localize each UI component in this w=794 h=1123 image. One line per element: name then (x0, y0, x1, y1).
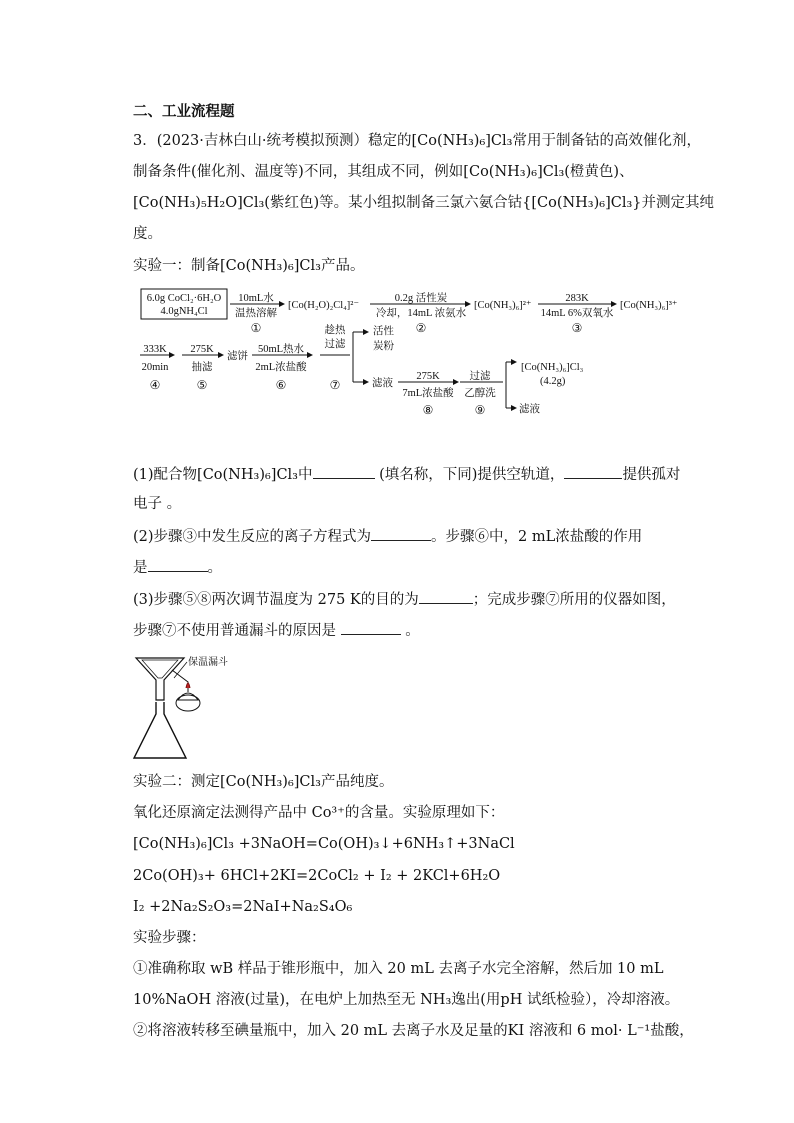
q3-text-a: (3)步骤⑤⑧两次调节温度为 275 K的目的为 (133, 592, 419, 608)
q2-blank-2 (148, 556, 208, 572)
arrow8-bottom-label: 7mL浓盐酸 (402, 388, 454, 399)
arrow7-top-label-1: 趁热 (324, 325, 346, 336)
arrow5-top-label: 275K (190, 344, 214, 355)
question-2-line-1 (133, 525, 642, 547)
start-material-cocl2: 6.0g CoCl₂·6H₂O (146, 293, 222, 304)
section-title: 二、工业流程题 (133, 104, 235, 120)
step-1-marker: ① (250, 321, 262, 335)
arrow9-bottom-label: 乙醇洗 (464, 388, 496, 399)
funnel-inner-wall (142, 660, 178, 678)
q1-blank-2 (564, 463, 622, 479)
q2-text-d: 。 (207, 560, 222, 576)
q1-text-c: 提供孤对 (622, 467, 681, 483)
insulated-funnel-label: 保温漏斗 (188, 657, 228, 668)
activated-carbon-label-1: 活性 (373, 326, 394, 337)
q3-text-d: 。 (400, 623, 420, 639)
burner-base (176, 695, 200, 711)
intermediate-cobalt-iii-ammine: [Co(NH₃)₆]³⁺ (620, 300, 678, 311)
step-1-line-1: ①准确称取 wB 样品于锥形瓶中，加入 20 mL 去离子水完全溶解，然后加 10 mL (133, 961, 664, 977)
q3-blank-2 (341, 619, 401, 635)
arrow3-top-label: 283K (565, 293, 589, 304)
step-2-line-1: ②将溶液转移至碘量瓶中，加入 20 mL 去离子水及足量的KI 溶液和 6 mol· L⁻¹盐酸， (133, 1023, 694, 1039)
step-1-line-2: 10%NaOH 溶液(过量)，在电炉上加热至无 NH₃逸出(用pH 试纸检验），冷却溶液。 (133, 992, 680, 1008)
q1-blank-1 (313, 463, 375, 479)
activated-carbon-label-2: 炭粉 (373, 341, 394, 352)
q3-blank-1 (419, 588, 473, 604)
step-2-marker: ② (415, 321, 427, 335)
final-product-mass: (4.2g) (540, 376, 566, 387)
equation-1: [Co(NH₃)₆]Cl₃ +3NaOH=Co(OH)₃↓+6NH₃↑+3NaCl (133, 836, 515, 852)
funnel-side-arm (172, 670, 188, 692)
intermediate-cobalt-chloro-complex: [Co(H₂O)₂Cl₄]²⁻ (288, 300, 359, 311)
arrow2-top-label: 0.2g 活性炭 (394, 293, 448, 304)
synthesis-flowchart (138, 284, 698, 424)
experiment2-title: 实验二：测定[Co(NH₃)₆]Cl₃产品纯度。 (133, 774, 394, 790)
q3-text-c: 步骤⑦不使用普通漏斗的原因是 (133, 623, 341, 639)
arrow2-bottom-label: 冷却，14mL 浓氨水 (375, 308, 467, 319)
equation-3: I₂ +2Na₂S₂O₃=2NaI+Na₂S₄O₆ (133, 899, 353, 915)
step-3-marker: ③ (571, 321, 583, 335)
arrow5-bottom-label: 抽滤 (191, 362, 213, 373)
step-4-marker: ④ (149, 378, 161, 392)
filter-cake-label: 滤饼 (227, 351, 248, 362)
question-3-line-2 (133, 619, 420, 641)
q2-text-b: 。步骤⑥中，2 mL浓盐酸的作用 (431, 529, 643, 545)
question-1-line-2: 电子 。 (133, 496, 182, 512)
experiment1-title: 实验一：制备[Co(NH₃)₆]Cl₃产品。 (133, 258, 365, 274)
arrow4-bottom-label: 20min (141, 362, 169, 373)
step-9-marker: ⑨ (474, 403, 486, 417)
step-7-marker: ⑦ (329, 378, 341, 392)
q2-blank-1 (371, 525, 431, 541)
q1-text-a: (1)配合物[Co(NH₃)₆]Cl₃中 (133, 467, 313, 483)
arrow1-top-label: 10mL水 (238, 293, 274, 304)
insulated-funnel-apparatus (128, 648, 248, 766)
arrow8-top-label: 275K (416, 371, 440, 382)
final-filtrate-label: 滤液 (519, 404, 540, 415)
question-intro-line-1: 3．(2023·吉林白山·统考模拟预测）稳定的[Co(NH₃)₆]Cl₃常用于制备钴的高效催化剂， (133, 133, 701, 149)
funnel-shape (136, 658, 184, 700)
equation-2: 2Co(OH)₃+ 6HCl+2KI=2CoCl₂ + I₂ + 2KCl+6H₂O (133, 868, 501, 884)
label-leader-line (174, 662, 187, 678)
question-3-line-1 (133, 588, 676, 610)
arrow6-top-label: 50mL热水 (257, 344, 305, 355)
question-intro-line-2: 制备条件(催化剂、温度等)不同，其组成不同，例如[Co(NH₃)₆]Cl₃(橙黄色)、 (133, 164, 634, 180)
burner-flame-icon (186, 683, 190, 688)
question-intro-line-3: [Co(NH₃)₅H₂O]Cl₃(紫红色)等。某小组拟制备三氯六氨合钴{[Co(NH₃)₆]Cl₃}并测定其纯 (133, 195, 715, 211)
arrow3-bottom-label: 14mL 6%双氧水 (540, 308, 614, 319)
steps-title: 实验步骤： (133, 930, 206, 946)
question-1-line-1 (133, 463, 680, 485)
filtrate-label: 滤液 (372, 378, 393, 389)
q2-text-a: (2)步骤③中发生反应的离子方程式为 (133, 529, 372, 545)
question-intro-line-4: 度。 (133, 226, 162, 242)
intermediate-cobalt-ii-ammine: [Co(NH₃)₆]²⁺ (474, 300, 532, 311)
question-2-line-2 (133, 556, 222, 578)
arrow7-top-label-2: 过滤 (324, 339, 346, 350)
q2-text-c: 是 (133, 560, 148, 576)
principle-text: 氧化还原滴定法测得产品中 Co³⁺的含量。实验原理如下： (133, 805, 505, 821)
arrow6-bottom-label: 2mL浓盐酸 (255, 362, 307, 373)
arrow9-top-label: 过滤 (469, 371, 491, 382)
q1-text-b: (填名称，下同)提供空轨道， (374, 467, 565, 483)
step-8-marker: ⑧ (422, 403, 434, 417)
final-product-label: [Co(NH₃)₆]Cl₃ (521, 362, 584, 373)
step-6-marker: ⑥ (275, 378, 287, 392)
erlenmeyer-flask (134, 702, 186, 758)
arrow4-top-label: 333K (143, 344, 167, 355)
q3-text-b: ；完成步骤⑦所用的仪器如图， (472, 592, 676, 608)
start-material-nh4cl: 4.0gNH₄Cl (160, 306, 208, 317)
step-5-marker: ⑤ (196, 378, 208, 392)
arrow1-bottom-label: 温热溶解 (235, 308, 277, 319)
